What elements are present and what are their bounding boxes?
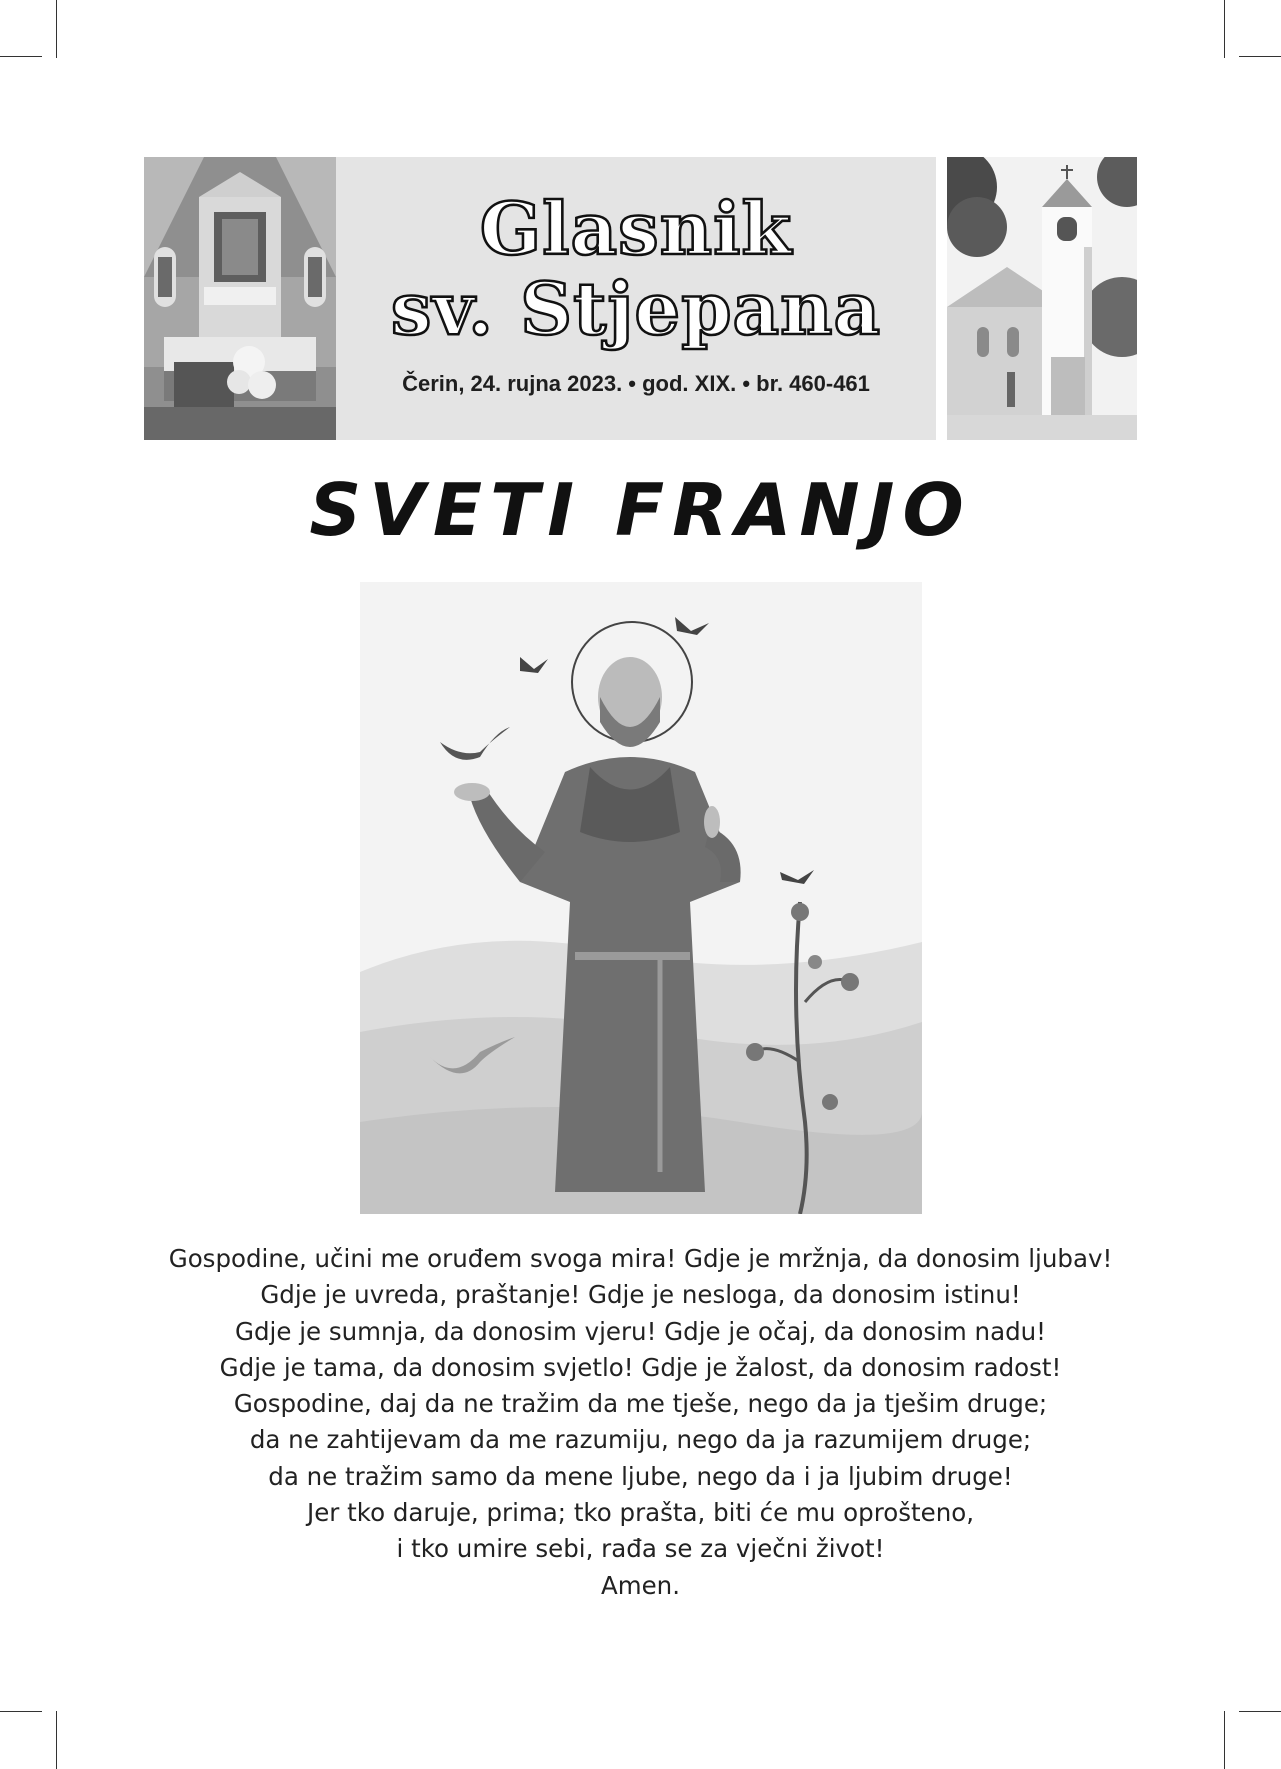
prayer-line: Jer tko daruje, prima; tko prašta, biti će mu oprošteno,	[306, 1498, 974, 1528]
prayer-amen: Amen.	[600, 1570, 680, 1600]
title-box	[336, 157, 936, 440]
prayer-text	[140, 1241, 1141, 1604]
crop-mark	[0, 1711, 42, 1712]
church-tower-photo	[947, 157, 1137, 440]
prayer-line: Gospodine, učini me oruđem svoga mira! Gdje je mržnja, da donosim ljubav!	[168, 1244, 1113, 1273]
prayer-line: da ne tražim samo da mene ljube, nego da i ja ljubim druge!	[268, 1461, 1013, 1491]
crop-mark	[1224, 0, 1225, 58]
prayer-line: i tko umire sebi, rađa se za vječni život!	[396, 1534, 885, 1564]
crop-mark	[56, 1711, 57, 1769]
saint-francis-illustration	[360, 582, 922, 1214]
crop-mark	[1239, 56, 1281, 57]
publication-title-line1: Glasnik	[479, 186, 793, 271]
issue-info: Čerin, 24. rujna 2023. • god. XIX. • br. 460-461	[402, 371, 870, 396]
church-altar-photo	[144, 157, 336, 440]
publication-title-line2: sv. Stjepana	[390, 266, 882, 351]
prayer-line: Gdje je tama, da donosim svjetlo! Gdje je žalost, da donosim radost!	[219, 1352, 1062, 1382]
masthead	[144, 157, 1137, 440]
prayer-line: da ne zahtijevam da me razumiju, nego da ja razumijem druge;	[249, 1425, 1032, 1455]
crop-mark	[1239, 1711, 1281, 1712]
prayer-line: Gospodine, daj da ne tražim da me tješe, nego da ja tješim druge;	[233, 1389, 1048, 1419]
crop-mark	[1224, 1711, 1225, 1769]
prayer-line: Gdje je sumnja, da donosim vjeru! Gdje je očaj, da donosim nadu!	[235, 1316, 1046, 1346]
crop-mark	[0, 56, 42, 57]
headline: SVETI FRANJO	[309, 468, 972, 552]
crop-mark	[56, 0, 57, 58]
prayer-line: Gdje je uvreda, praštanje! Gdje je nesloga, da donosim istinu!	[260, 1280, 1021, 1310]
